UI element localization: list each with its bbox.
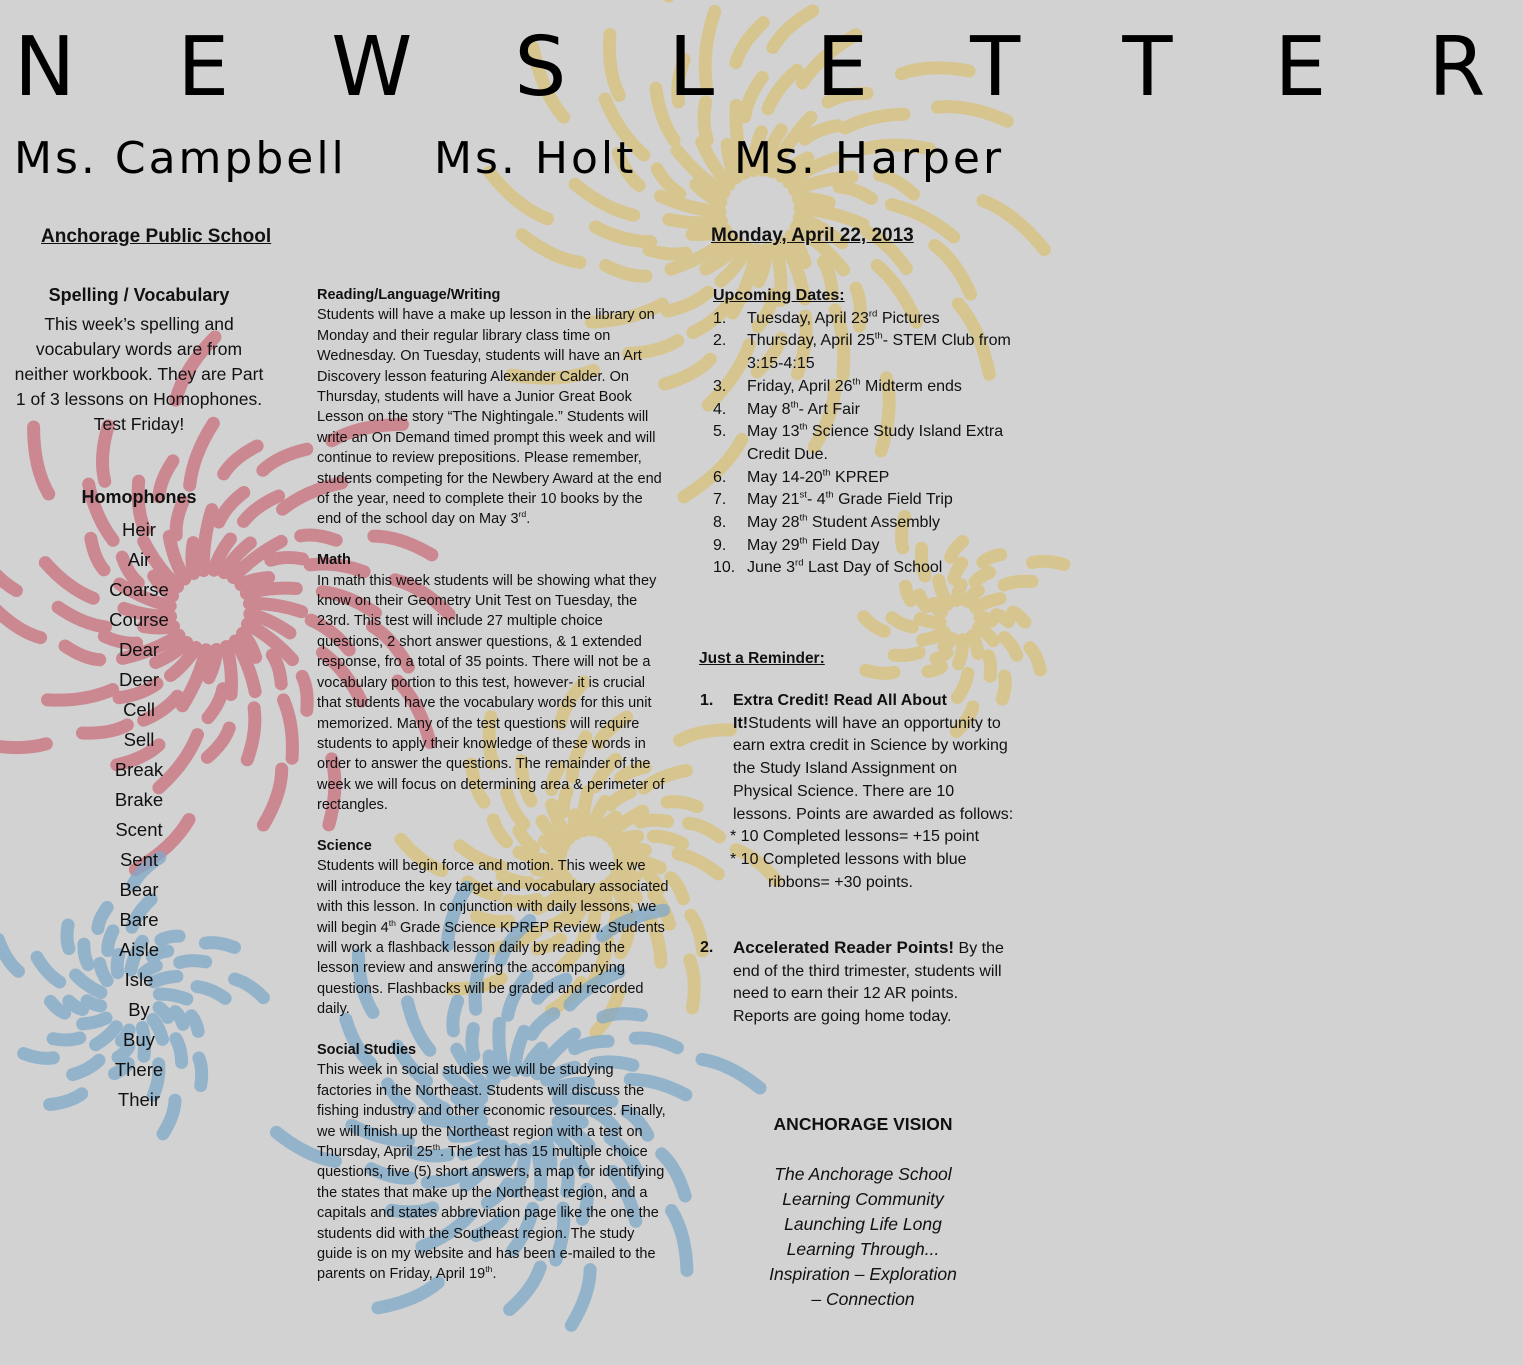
vision-line: The Anchorage School xyxy=(774,1164,952,1184)
item-number: 7. xyxy=(713,491,727,509)
item-number: 8. xyxy=(713,514,727,532)
homophone-word: Sell xyxy=(123,729,155,750)
upcoming-date-item xyxy=(696,535,1014,558)
reminder-text: By the end of the third trimester, students will need to earn their 12 AR points. Reports are going home today. xyxy=(733,940,1004,1026)
homophone-word: Dear xyxy=(118,639,160,660)
spelling-column xyxy=(14,283,264,1115)
reading-heading: Reading/Language/Writing xyxy=(317,287,501,303)
upcoming-dates-list xyxy=(696,308,1014,580)
reminder-point: * 10 Completed lessons= +15 point xyxy=(730,828,980,846)
homophone-word: Buy xyxy=(123,1029,155,1050)
homophone-word: Sent xyxy=(119,849,159,870)
upcoming-date-item xyxy=(696,308,1014,331)
item-text: May 13th Science Study Island Extra Credit Due. xyxy=(747,421,1004,463)
homophone-word: Isle xyxy=(124,969,154,990)
vision-line: Launching Life Long xyxy=(784,1214,942,1234)
homophone-word: There xyxy=(114,1059,164,1080)
homophone-word: Deer xyxy=(118,669,160,690)
math-text: In math this week students will be showing what they know on their Geometry Unit Test on Tuesday, the 23rd. This test will include 27 multiple choice questions, 2 short answer questions, & 1 extended response, fro a total of 35 points. There will not be a vocabulary portion to this test, however- it is crucial that students have the vocabulary words for this unit memorized. Many of the test questions will require students to apply their knowledge of these words in order to answer the questions. The remainder of the week we will focus on determining area & perimeter of rectangles. xyxy=(317,572,665,814)
reminder-extra-credit xyxy=(696,690,1014,894)
item-number: 1. xyxy=(713,309,727,327)
upcoming-date-item xyxy=(696,467,1014,490)
science-text: Students will begin force and motion. This week we will introduce the key target and vocabulary associated with this lesson. In conjunction with daily lessons, we will begin 4th Grade Science KPREP Review. Students will work a flashback lesson daily by reading the lesson review and answering the accompanying questions. Flashbacks will be graded and recorded daily. xyxy=(317,858,669,1018)
item-text: May 8th- Art Fair xyxy=(747,399,860,418)
item-text: Tuesday, April 23rd Pictures xyxy=(747,308,940,327)
spelling-heading: Spelling / Vocabulary xyxy=(48,285,230,305)
vision-line: Inspiration – Exploration xyxy=(769,1264,957,1284)
vision-line: – Connection xyxy=(811,1289,915,1309)
teacher-name-harper: Ms. Harper xyxy=(734,133,1005,184)
reminder-point-continued: ribbons= +30 points. xyxy=(768,873,913,891)
item-number: 4. xyxy=(713,400,727,418)
social-studies-text: This week in social studies we will be studying factories in the Northeast. Students will discuss the fishing industry and other economic resources. Finally, we will finish up the Northeast region with a test on Thursday, April 25th. The test has 15 multiple choice questions, five (5) short answers, a map for identifying the states that make up the Northeast region, and a capitals and states abbreviation page like the one the students did with the Southeast region. The study guide is on my website and has been e-mailed to the parents on Friday, April 19th. xyxy=(317,1062,666,1283)
homophone-word: Bare xyxy=(119,909,159,930)
reminder-number: 2. xyxy=(700,939,714,956)
item-number: 6. xyxy=(713,468,727,486)
reminder-ar-points xyxy=(696,937,1014,1029)
vision-line: Learning Community xyxy=(782,1189,944,1209)
homophone-word: Aisle xyxy=(118,939,160,960)
homophone-word: Break xyxy=(114,759,164,780)
vision-line: Learning Through... xyxy=(786,1239,940,1259)
homophone-word: Their xyxy=(117,1089,161,1110)
homophone-word: By xyxy=(128,999,150,1020)
math-section xyxy=(317,550,669,815)
item-number: 5. xyxy=(713,423,727,441)
reminder-headline: Accelerated Reader Points! xyxy=(733,938,955,957)
school-name: Anchorage Public School xyxy=(41,226,272,247)
item-number: 2. xyxy=(713,332,727,350)
item-number: 3. xyxy=(713,377,727,395)
upcoming-date-item xyxy=(696,376,1014,399)
reminder-point: * 10 Completed lessons with blue xyxy=(730,850,967,868)
upcoming-date-item xyxy=(696,421,1014,466)
science-section xyxy=(317,836,669,1020)
item-text: June 3rd Last Day of School xyxy=(747,558,943,577)
upcoming-date-item xyxy=(696,557,1014,580)
homophone-word: Air xyxy=(127,549,151,570)
subjects-column xyxy=(317,285,669,1305)
item-text: May 14-20th KPREP xyxy=(747,467,890,486)
homophone-word: Course xyxy=(109,609,169,630)
homophone-word: Heir xyxy=(122,519,156,540)
reminder-number: 1. xyxy=(700,692,714,709)
homophones-heading: Homophones xyxy=(81,487,197,507)
homophone-word: Bear xyxy=(119,879,159,900)
item-text: May 21st- 4th Grade Field Trip xyxy=(747,490,953,509)
homophone-word: Scent xyxy=(115,819,163,840)
science-heading: Science xyxy=(317,837,372,854)
homophone-word: Brake xyxy=(114,789,164,810)
reading-text: Students will have a make up lesson in the library on Monday and their regular library class time on Wednesday. On Tuesday, students will have an Art Discovery lesson featuring Alexander Calder. On Thursday, students will have a Junior Great Book Lesson on the story “The Nightingale.” Students will write an On Demand timed prompt this week and will continue to review prepositions. Please remember, students competing for the Newbery Award at the end of the year, need to complete their 10 books by the end of the school day on May 3rd. xyxy=(317,307,662,528)
info-column xyxy=(696,285,1014,1309)
teacher-name-holt: Ms. Holt xyxy=(434,133,637,184)
vision-statement xyxy=(736,1162,990,1312)
homophone-word: Cell xyxy=(123,699,155,720)
math-heading: Math xyxy=(317,552,351,569)
newsletter-title: N E W S L E T T E R xyxy=(14,20,1523,115)
item-number: 10. xyxy=(713,559,736,577)
homophone-list xyxy=(14,515,264,1115)
upcoming-dates-heading: Upcoming Dates: xyxy=(713,287,845,304)
upcoming-date-item xyxy=(696,512,1014,535)
newsletter-date: Monday, April 22, 2013 xyxy=(711,225,914,246)
homophone-word: Coarse xyxy=(109,579,169,600)
upcoming-date-item xyxy=(696,330,1014,375)
teacher-name-campbell: Ms. Campbell xyxy=(14,133,347,184)
social-studies-section xyxy=(317,1040,669,1285)
anchorage-vision xyxy=(736,1112,990,1312)
item-text: May 29th Field Day xyxy=(747,535,880,554)
item-text: Friday, April 26th Midterm ends xyxy=(747,376,962,395)
spelling-text: This week’s spelling and vocabulary words are from neither workbook. They are Part 1 of 3 lessons on Homophones. Test Friday! xyxy=(14,314,264,434)
reading-section xyxy=(317,285,669,530)
item-number: 9. xyxy=(713,536,727,554)
upcoming-date-item xyxy=(696,399,1014,422)
vision-heading: ANCHORAGE VISION xyxy=(773,1114,953,1134)
item-text: Thursday, April 25th- STEM Club from 3:15-4:15 xyxy=(747,331,1011,373)
reminder-heading: Just a Reminder: xyxy=(699,650,825,667)
item-text: May 28th Student Assembly xyxy=(747,512,940,532)
reminder-text: Students will have an opportunity to earn extra credit in Science by working the Study Island Assignment on Physical Science. There are 10 lessons. Points are awarded as follows: xyxy=(733,714,1014,823)
social-studies-heading: Social Studies xyxy=(317,1041,417,1058)
reminder-headline: Extra Credit! Read All About It! xyxy=(733,692,947,732)
upcoming-date-item xyxy=(696,489,1014,512)
